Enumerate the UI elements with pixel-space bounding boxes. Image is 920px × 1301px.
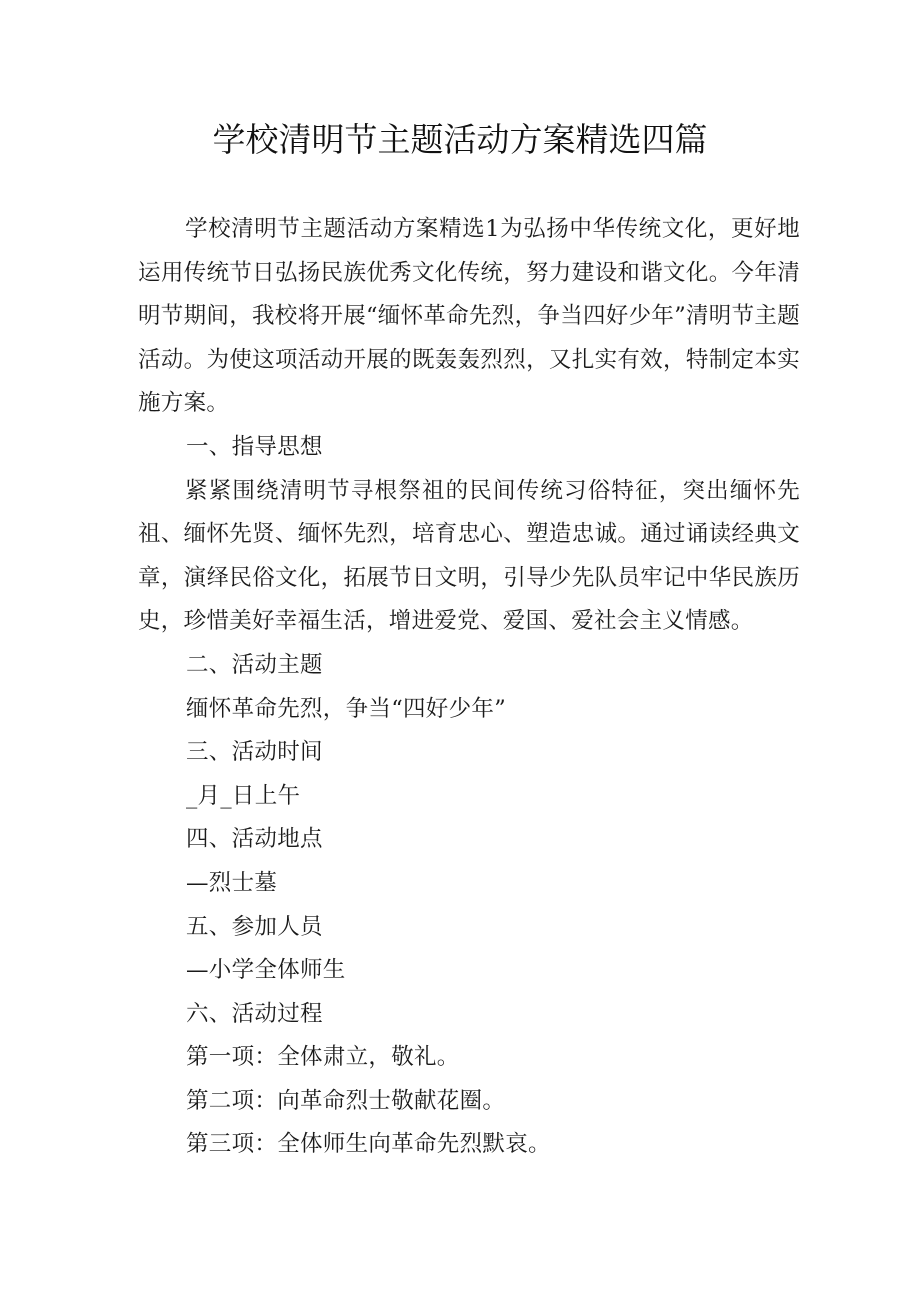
section-heading-guiding: 一、指导思想 — [186, 433, 323, 460]
document-body — [138, 208, 800, 1167]
section-heading-people: 五、参加人员 — [186, 913, 323, 940]
section-heading-theme: 二、活动主题 — [186, 651, 323, 678]
process-step-3: 第三项：全体师生向革命先烈默哀。 — [186, 1131, 551, 1158]
place-text: —烈士墓 — [186, 869, 278, 896]
intro-paragraph: 学校清明节主题活动方案精选1为弘扬中华传统文化，更好地运用传统节日弘扬民族优秀文化传统，努力建设和谐文化。今年清明节期间，我校将开展“缅怀革命先烈，争当四好少年”清明节主题活动。为使这项活动开展的既轰轰烈烈，又扎实有效，特制定本实施方案。 — [138, 216, 801, 417]
theme-text: 缅怀革命先烈，争当“四好少年” — [186, 695, 507, 722]
process-step-1: 第一项：全体肃立，敬礼。 — [186, 1044, 460, 1071]
process-step-2: 第二项：向革命烈士敬献花圈。 — [186, 1087, 506, 1114]
section-heading-place: 四、活动地点 — [186, 826, 323, 853]
guiding-paragraph: 紧紧围绕清明节寻根祭祖的民间传统习俗特征，突出缅怀先祖、缅怀先贤、缅怀先烈，培育忠心、塑造忠诚。通过诵读经典文章，演绎民俗文化，拓展节日文明，引导少先队员牢记中华民族历史，珍惜美好幸福生活，增进爱党、爱国、爱社会主义情感。 — [138, 477, 800, 635]
section-heading-process: 六、活动过程 — [186, 1000, 323, 1027]
people-text: —小学全体师生 — [186, 957, 346, 984]
time-text: _月_日上午 — [186, 782, 301, 809]
section-heading-time: 三、活动时间 — [186, 739, 323, 766]
document-title: 学校清明节主题活动方案精选四篇 — [212, 120, 708, 159]
